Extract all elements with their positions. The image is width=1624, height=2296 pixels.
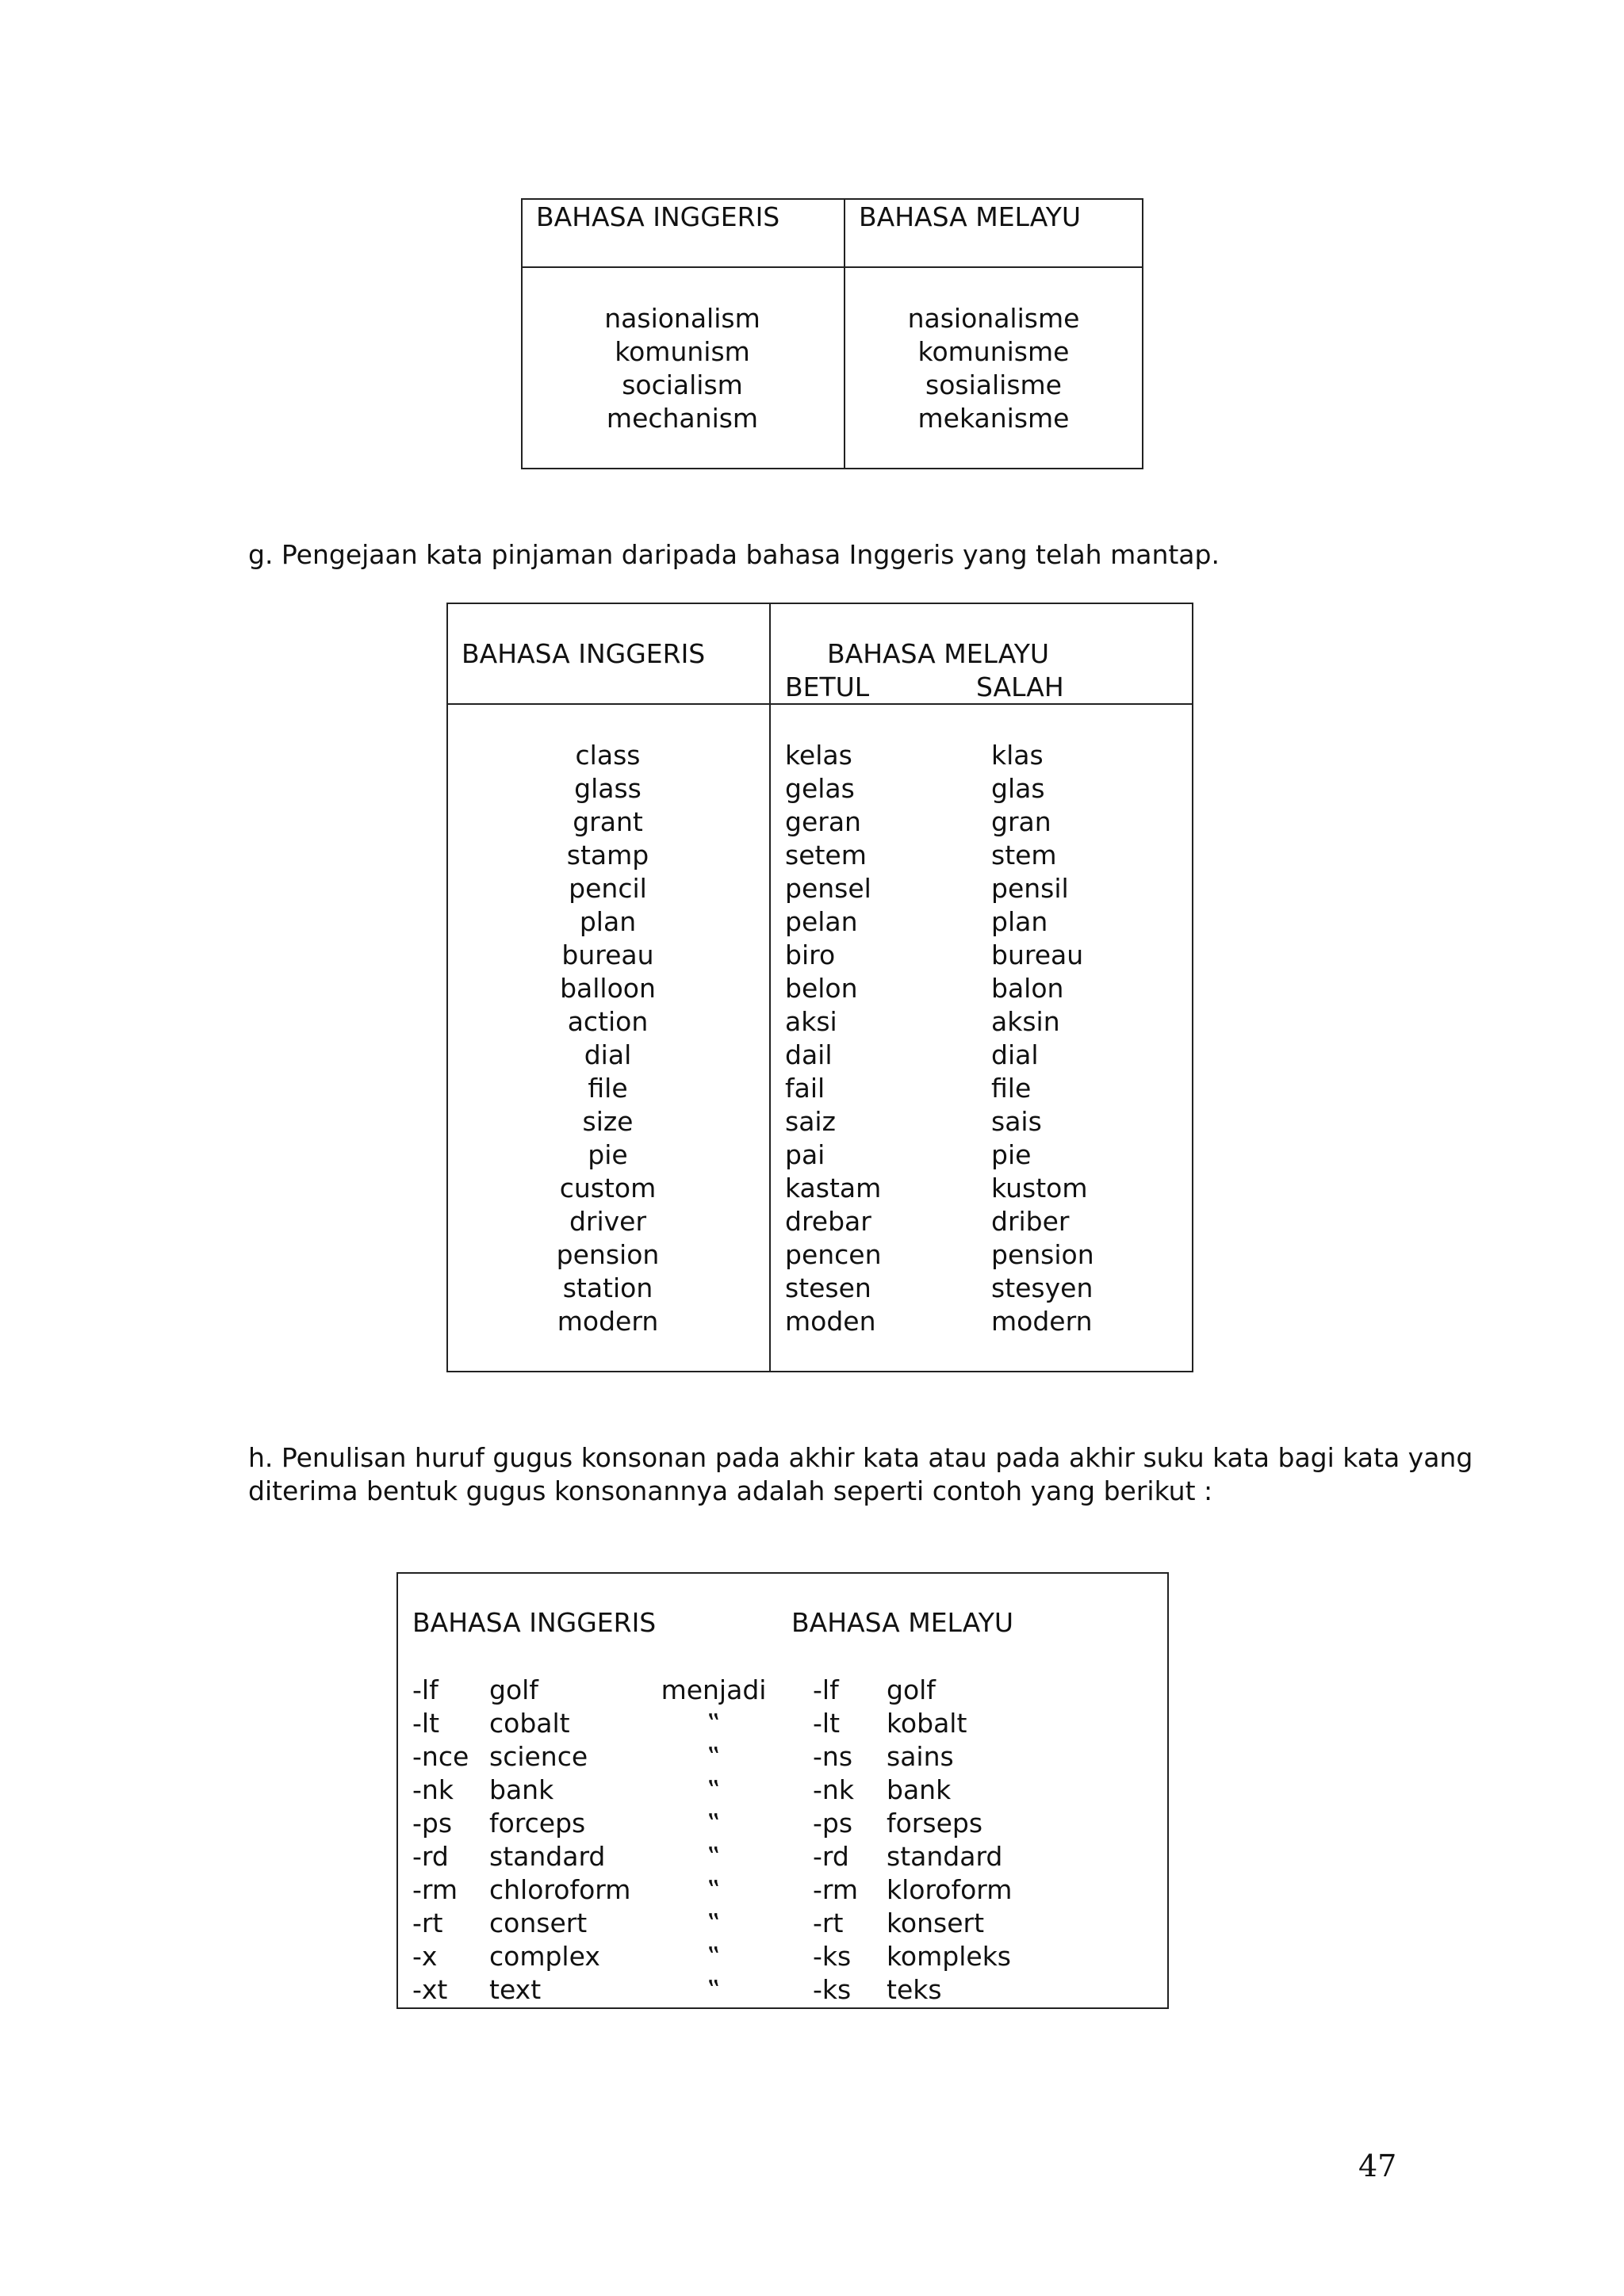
table-3-malay-word-cell: forseps [887,1808,983,1839]
table-2-salah-cell: pension [991,1239,1094,1270]
table-3-english-word-cell: complex [489,1941,600,1972]
table-2-english-cell: glass [574,773,642,804]
table-3-malay-suffix-cell: -lf [813,1674,839,1705]
table-2-salah-cell: stem [991,840,1057,871]
table-2-salah-cell: plan [991,906,1048,937]
table-3-malay-suffix-cell: -ns [813,1741,853,1772]
table-2-salah-cell: glas [991,773,1045,804]
table-3-connector-cell: ‟ [707,1708,721,1739]
table-2-betul-cell: stesen [785,1272,871,1303]
table-3-malay-suffix-cell: -nk [813,1774,854,1805]
table-1-header-rule [521,266,1143,268]
table-2-betul-cell: pai [785,1139,825,1170]
table-2-salah-cell: sais [991,1106,1042,1137]
table-2-betul-cell: gelas [785,773,855,804]
table-3-english-suffix-cell: -lt [412,1708,440,1739]
table-3-malay-suffix-cell: -lt [813,1708,841,1739]
table-2-betul-cell: biro [785,939,836,970]
table-3-english-word-cell: cobalt [489,1708,570,1739]
table-3-english-suffix-cell: -x [412,1941,438,1972]
table-2-betul-cell: geran [785,806,861,837]
table-3-malay-word-cell: kloroform [887,1874,1013,1905]
table-1-english-cell: nasionalism [604,303,760,334]
table-1-english-cell: socialism [622,369,743,400]
table-3-malay-word-cell: kobalt [887,1708,967,1739]
table-3-connector-cell: menjadi [661,1674,767,1705]
table-3-english-suffix-cell: -nce [412,1741,469,1772]
table-2-betul-cell: dail [785,1039,833,1070]
table-3-malay-suffix-cell: -rd [813,1841,849,1872]
table-3-malay-word-cell: sains [887,1741,954,1772]
table-3-connector-cell: ‟ [707,1774,721,1805]
table-1-malay-cell: nasionalisme [907,303,1080,334]
table-2-english-cell: action [567,1006,649,1037]
table-2-betul-cell: moden [785,1306,876,1337]
table-3-connector-cell: ‟ [707,1974,721,2005]
table-2-header-malay: BAHASA MELAYU [827,638,1050,669]
table-2-betul-cell: pensel [785,873,871,904]
table-2-english-cell: size [582,1106,634,1137]
table-2-english-cell: custom [559,1173,657,1203]
table-2-salah-cell: pie [991,1139,1032,1170]
table-2-english-cell: file [588,1073,628,1104]
table-3-english-word-cell: golf [489,1674,538,1705]
table-2-english-cell: pension [556,1239,660,1270]
table-2-salah-cell: balon [991,973,1064,1004]
table-3-header-english: BAHASA INGGERIS [412,1607,657,1638]
table-2-english-cell: balloon [560,973,656,1004]
table-2-english-cell: pencil [569,873,647,904]
table-3-english-suffix-cell: -rd [412,1841,449,1872]
table-2-betul-cell: kelas [785,740,852,771]
table-2-salah-cell: klas [991,740,1044,771]
table-2-header-english: BAHASA INGGERIS [462,638,706,669]
table-3-malay-word-cell: kompleks [887,1941,1011,1972]
table-2-salah-column [991,739,1166,1338]
table-2-salah-cell: driber [991,1206,1070,1237]
table-2-betul-cell: fail [785,1073,825,1104]
table-1-header-malay: BAHASA MELAYU [859,201,1082,232]
table-3-connector-cell: ‟ [707,1908,721,1938]
table-3-english-word-cell: bank [489,1774,554,1805]
table-3-malay-suffix-cell: -ks [813,1974,852,2005]
table-1-english-cell: komunism [615,336,750,367]
table-3-english-suffix-cell: -rt [412,1908,443,1938]
table-2-betul-cell: kastam [785,1173,882,1203]
table-3-malay-word-cell: golf [887,1674,936,1705]
table-2-english-cell: grant [573,806,643,837]
page-number: 47 [1358,2149,1397,2183]
section-h-line-2: diterima bentuk gugus konsonannya adalah seperti contoh yang berikut : [248,1475,1213,1506]
table-3-malay-suffix-column [813,1674,880,2007]
table-2-salah-cell: stesyen [991,1272,1094,1303]
table-2-english-column [446,739,769,1338]
table-2-divider [769,603,771,1372]
table-2-salah-cell: modern [991,1306,1093,1337]
table-2-english-cell: bureau [561,939,654,970]
table-2-english-cell: driver [569,1206,647,1237]
table-2-betul-cell: drebar [785,1206,871,1237]
table-1-malay-cell: mekanisme [917,403,1070,434]
table-2-english-cell: station [562,1272,653,1303]
table-2-english-cell: stamp [566,840,649,871]
table-3-connector-column [658,1674,769,2007]
table-2-english-cell: dial [584,1039,632,1070]
table-2-salah-cell: kustom [991,1173,1088,1203]
table-3-connector-cell: ‟ [707,1808,721,1839]
table-2-salah-cell: file [991,1073,1032,1104]
table-3-english-suffix-cell: -nk [412,1774,454,1805]
table-2-salah-cell: aksin [991,1006,1060,1037]
table-3-connector-cell: ‟ [707,1741,721,1772]
table-3-malay-word-cell: standard [887,1841,1003,1872]
table-1-header-english: BAHASA INGGERIS [536,201,780,232]
table-3-english-word-cell: consert [489,1908,588,1938]
table-1-malay-cell: komunisme [917,336,1070,367]
table-2-betul-cell: aksi [785,1006,837,1037]
table-3-english-suffix-cell: -rm [412,1874,458,1905]
table-3-english-suffix-column [412,1674,488,2007]
table-3-malay-suffix-cell: -ks [813,1941,852,1972]
table-2-salah-cell: gran [991,806,1051,837]
table-3-malay-suffix-cell: -ps [813,1808,853,1839]
table-3-english-word-cell: text [489,1974,542,2005]
table-3-connector-cell: ‟ [707,1874,721,1905]
table-1-english-cell: mechanism [606,403,759,434]
table-3-english-word-cell: forceps [489,1808,586,1839]
table-3-english-suffix-cell: -lf [412,1674,439,1705]
table-2-betul-cell: belon [785,973,858,1004]
table-3-english-suffix-cell: -xt [412,1974,448,2005]
table-2-header-rule [446,703,1193,705]
table-3-english-word-cell: chloroform [489,1874,631,1905]
table-3-header-malay: BAHASA MELAYU [791,1607,1014,1638]
table-1-english-column [521,302,844,435]
section-h-line-1: h. Penulisan huruf gugus konsonan pada akhir kata atau pada akhir suku kata bagi kata yang [248,1442,1473,1473]
table-3-malay-suffix-cell: -rm [813,1874,859,1905]
table-2-english-cell: modern [557,1306,659,1337]
table-2-subheader-betul: BETUL [785,672,870,702]
table-3-english-word-column [489,1674,656,2007]
table-2-salah-cell: bureau [991,939,1084,970]
table-2-betul-cell: pelan [785,906,858,937]
table-2-betul-cell: setem [785,840,867,871]
table-2-subheader-salah: SALAH [976,672,1064,702]
table-2-betul-cell: pencen [785,1239,882,1270]
table-2-english-cell: class [575,740,641,771]
table-2-salah-cell: pensil [991,873,1069,904]
table-3-malay-word-cell: bank [887,1774,952,1805]
table-3-malay-word-column [887,1674,1085,2007]
table-1-malay-cell: sosialisme [925,369,1062,400]
table-3-english-word-cell: standard [489,1841,606,1872]
table-1-malay-column [844,302,1143,435]
table-3-malay-suffix-cell: -rt [813,1908,844,1938]
table-2-english-cell: pie [588,1139,628,1170]
table-3-connector-cell: ‟ [707,1841,721,1872]
section-g-text: g. Pengejaan kata pinjaman daripada bahasa Inggeris yang telah mantap. [248,539,1220,570]
table-2-english-cell: plan [579,906,637,937]
table-3-malay-word-cell: teks [887,1974,942,2005]
table-2-salah-cell: dial [991,1039,1039,1070]
table-3-english-suffix-cell: -ps [412,1808,453,1839]
table-3-malay-word-cell: konsert [887,1908,985,1938]
table-3-connector-cell: ‟ [707,1941,721,1972]
table-2-betul-column [785,739,967,1338]
table-3-english-word-cell: science [489,1741,588,1772]
table-2-betul-cell: saiz [785,1106,836,1137]
